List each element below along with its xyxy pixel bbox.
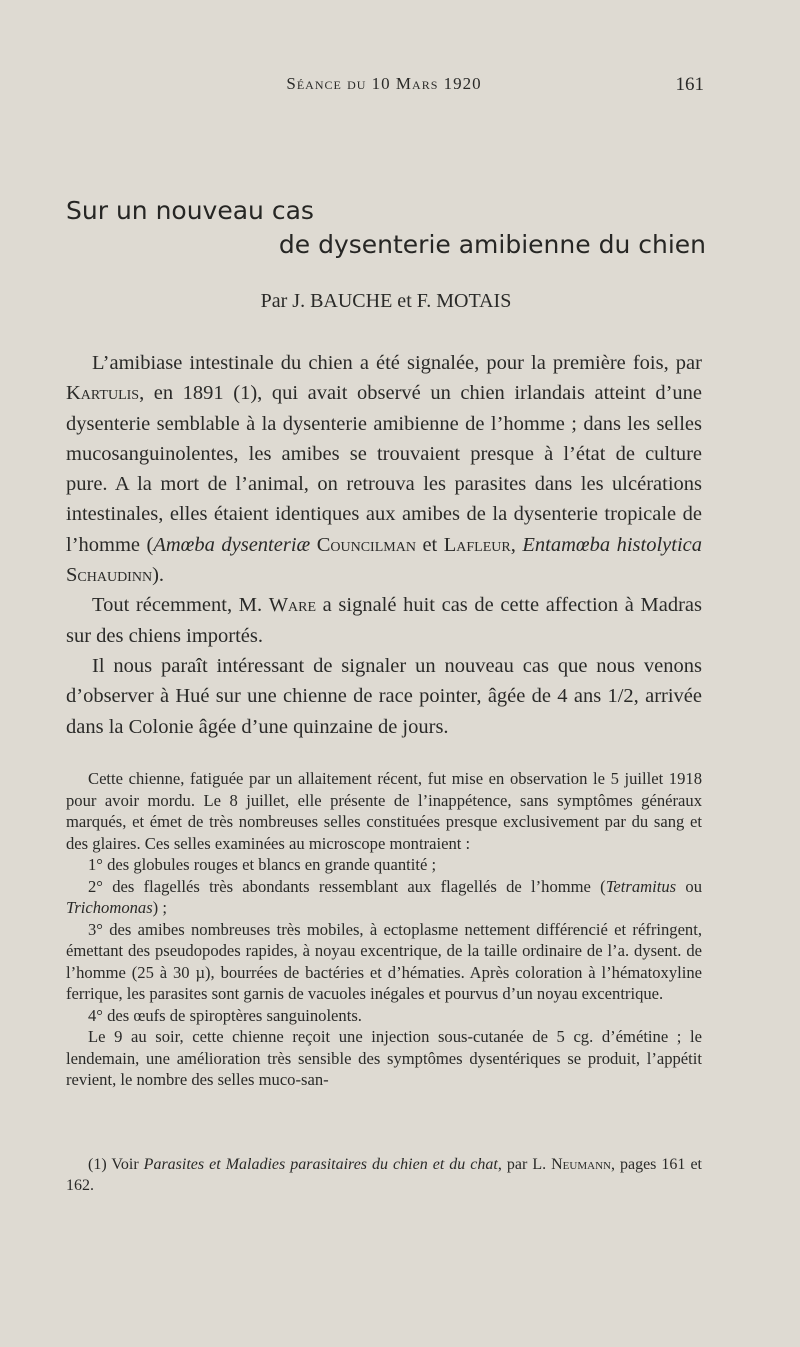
author-name-ware: Ware (268, 594, 317, 617)
running-head: Séance du 10 Mars 1920 (286, 74, 482, 93)
case-paragraph-2: Le 9 au soir, cette chienne reçoit une injection sous-cutanée de 5 cg. d’émétine ; le lendemain, une amélioration très sensible des symptômes dysentériques se produit, l’appétit revient, le nombre des selles muco-san- (66, 1027, 702, 1089)
case-report (66, 768, 702, 1091)
text-run: Tout récemment, M. (92, 594, 269, 617)
genus-name: Trichomonas (66, 898, 153, 917)
article-title-line-1: Sur un nouveau cas (66, 196, 314, 225)
footnote-author: L. Neumann (532, 1156, 611, 1173)
text-run: , pages 161 et 162. (66, 1156, 702, 1194)
text-run: (1) Voir (88, 1156, 144, 1173)
species-name: Amœba dysenteriæ (153, 533, 311, 556)
genus-name: Tetramitus (605, 876, 677, 896)
case-item-2 (66, 876, 702, 919)
text-run: ou (676, 876, 702, 896)
body-paragraph-2 (66, 590, 702, 651)
body-paragraph-1 (66, 348, 702, 590)
text-run: 2° des flagellés très abondants ressemblant aux flagellés de l’homme ( (88, 876, 606, 896)
author-name-schaudinn: Schaudinn (66, 564, 153, 587)
author-name-lafleur: Lafleur (443, 533, 511, 556)
text-run: , (510, 533, 523, 556)
page-header (64, 74, 704, 104)
article-authors: Par J. BAUCHE et F. MOTAIS (260, 290, 512, 312)
footnote-1 (66, 1154, 702, 1196)
author-name-councilman: Councilman (316, 533, 416, 556)
text-run: ). (152, 564, 165, 587)
text-run: et (415, 533, 444, 556)
footnote (66, 1154, 702, 1196)
species-name: Entamœba histolytica (522, 533, 703, 556)
case-item-4: 4° des œufs de spiroptères sanguinolents. (88, 1005, 362, 1025)
article-title-line-2: de dysenterie amibienne du chien (278, 230, 706, 259)
text-run: , par (497, 1156, 533, 1173)
case-item-3: 3° des amibes nombreuses très mobiles, à ectoplasme nettement différencié et réfringent, émettant des pseudopodes rapides, à noyau excentrique, de la taille ordinaire de l’a. dysent. de l’homme (25 à 30 µ), bourrées de bactéries et d’hématies. Après coloration à l’hématoxyline ferrique, les parasites sont garnis de vacuoles inégales et pourvus d’un noyau excentrique. (66, 919, 702, 1003)
article-body (66, 348, 702, 742)
text-run: ) ; (152, 898, 167, 917)
text-run: , en 1891 (1), qui avait observé un chien irlandais atteint d’une dysenterie semblable à la dysenterie amibienne de l’homme ; dans les selles mucosanguinolentes, les amibes se trouvaient presque à l’état de culture pure. A la mort de l’animal, on retrouva les parasites dans les ulcérations intestinales, elles étaient identiques aux amibes de la dysenterie tropicale de l’homme ( (66, 382, 702, 556)
text-run: a signalé huit cas de cette affection à Madras sur des chiens importés. (66, 594, 702, 647)
book-title: Parasites et Maladies parasitaires du chien et du chat (143, 1156, 498, 1173)
case-paragraph-1: Cette chienne, fatiguée par un allaitement récent, fut mise en observation le 5 juillet 1918 pour avoir mordu. Le 8 juillet, elle présente de l’inappétence, sans symptômes généraux marqués, et émet de très nombreuses selles constituées presque exclusivement par du sang et des glaires. Ces selles examinées au microscope montraient : (66, 769, 702, 853)
case-item-1: 1° des globules rouges et blancs en grande quantité ; (88, 855, 437, 874)
text-run: L’amibiase intestinale du chien a été signalée, pour la première fois, par (92, 352, 702, 374)
author-name-kartulis: Kartulis (66, 382, 140, 405)
body-paragraph-3: Il nous paraît intéressant de signaler un nouveau cas que nous venons d’observer à Hué sur une chienne de race pointer, âgée de 4 ans 1/2, arrivée dans la Colonie âgée d’une quinzaine de jours. (66, 654, 702, 738)
page-number: 161 (675, 74, 704, 95)
